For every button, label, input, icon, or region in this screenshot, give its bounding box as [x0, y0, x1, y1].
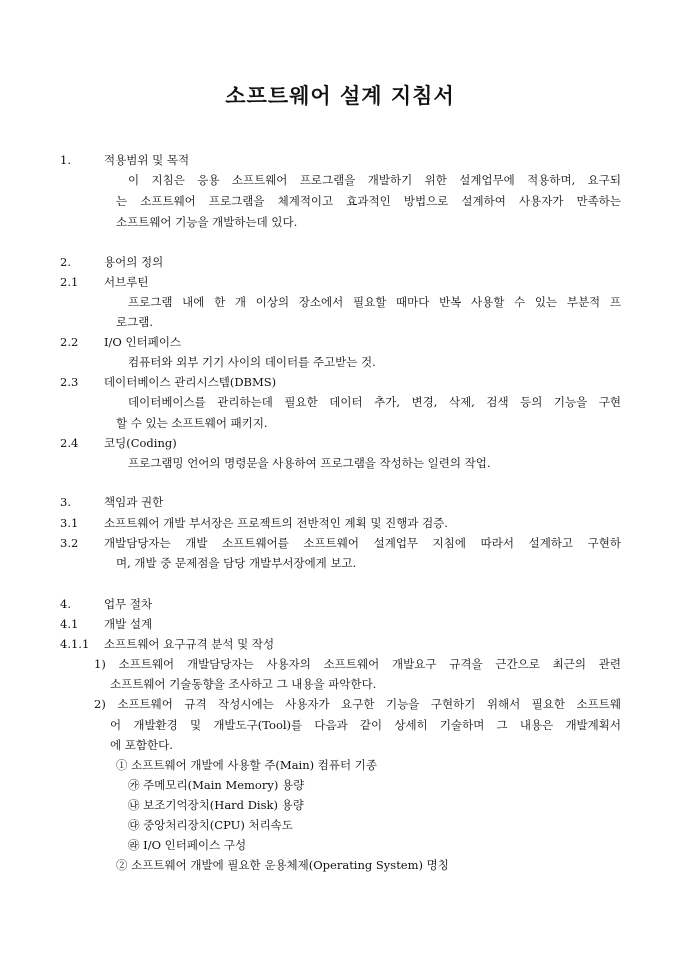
section-number: 3. — [60, 495, 71, 509]
section-heading: 책임과 권한 — [104, 495, 164, 509]
sub-list-item: ㉮ 주메모리(Main Memory) 용량 — [128, 778, 305, 792]
paragraph-line: 2) 소프트웨어 규격 작성시에는 사용자가 요구한 기능을 구현하기 위해서 필요한 소프트웨 — [94, 697, 621, 711]
paragraph-line: 소프트웨어 기능을 개발하는데 있다. — [116, 215, 298, 229]
definition-line: 프로그램밍 언어의 명령문을 사용하여 프로그램을 작성하는 일련의 작업. — [128, 456, 491, 470]
subsection-number: 2.3 — [60, 375, 79, 389]
subsection-number: 2.2 — [60, 335, 79, 349]
sub-list-item: ㉰ 중앙처리장치(CPU) 처리속도 — [128, 818, 293, 832]
list-item: ① 소프트웨어 개발에 사용할 주(Main) 컴퓨터 기종 — [116, 758, 377, 772]
subsection-heading: 개발 설계 — [104, 617, 153, 631]
subsection-number: 3.2 — [60, 536, 79, 550]
paragraph-line: 1) 소프트웨어 개발담당자는 사용자의 소프트웨어 개발요구 규격을 근간으로 최근의 관련 — [94, 657, 621, 671]
definition-line: 데이터베이스를 관리하는데 필요한 데이터 추가, 변경, 삭제, 검색 등의 기능을 구현 — [128, 395, 621, 409]
paragraph-line: 이 지침은 응용 소프트웨어 프로그램을 개발하기 위한 설계업무에 적용하며, 요구되 — [128, 173, 621, 187]
definition-line: 할 수 있는 소프트웨어 패키지. — [116, 416, 268, 430]
list-item: ② 소프트웨어 개발에 필요한 운용체제(Operating System) 명칭 — [116, 858, 449, 872]
section-heading: 업무 절차 — [104, 597, 153, 611]
paragraph-line: 에 포함한다. — [110, 738, 173, 752]
section-number: 2. — [60, 255, 71, 269]
sub-list-item: ㉱ I/O 인터페이스 구성 — [128, 838, 247, 852]
sub-list-item: ㉯ 보조기억장치(Hard Disk) 용량 — [128, 798, 304, 812]
subsection-heading: 소프트웨어 요구규격 분석 및 작성 — [104, 637, 275, 651]
definition-line: 프로그램 내에 한 개 이상의 장소에서 필요할 때마다 반복 사용할 수 있는 부분적 프 — [128, 295, 621, 309]
subsection-number: 4.1 — [60, 617, 79, 631]
subsection-number: 2.1 — [60, 275, 79, 289]
subsection-number: 3.1 — [60, 516, 79, 530]
term: 코딩(Coding) — [104, 436, 177, 450]
paragraph-line: 소프트웨어 개발 부서장은 프로젝트의 전반적인 계획 및 진행과 검증. — [104, 516, 448, 530]
section-number: 4. — [60, 597, 71, 611]
subsection-number: 4.1.1 — [60, 637, 90, 651]
page-title: 소프트웨어 설계 지침서 — [225, 83, 455, 108]
paragraph-line: 는 소프트웨어 프로그램을 체계적이고 효과적인 방법으로 설계하여 사용자가 만족하는 — [116, 194, 621, 208]
term: 서브루틴 — [104, 275, 149, 289]
term: 데이터베이스 관리시스템(DBMS) — [104, 375, 277, 389]
subsection-number: 2.4 — [60, 436, 79, 450]
term: I/O 인터페이스 — [104, 335, 182, 349]
paragraph-line: 어 개발환경 및 개발도구(Tool)를 다음과 같이 상세히 기술하며 그 내용은 개발계획서 — [110, 718, 621, 732]
paragraph-line: 개발담당자는 개발 소프트웨어를 소프트웨어 설계업무 지침에 따라서 설계하고 구현하 — [104, 536, 621, 550]
section-number: 1. — [60, 153, 71, 167]
paragraph-line: 며, 개발 중 문제점을 담당 개발부서장에게 보고. — [116, 556, 357, 570]
section-heading: 적용범위 및 목적 — [104, 153, 190, 167]
definition-line: 로그램. — [116, 315, 153, 329]
section-heading: 용어의 정의 — [104, 255, 164, 269]
definition-line: 컴퓨터와 외부 기기 사이의 데이터를 주고받는 것. — [128, 355, 376, 369]
paragraph-line: 소프트웨어 기술동향을 조사하고 그 내용을 파악한다. — [110, 677, 377, 691]
